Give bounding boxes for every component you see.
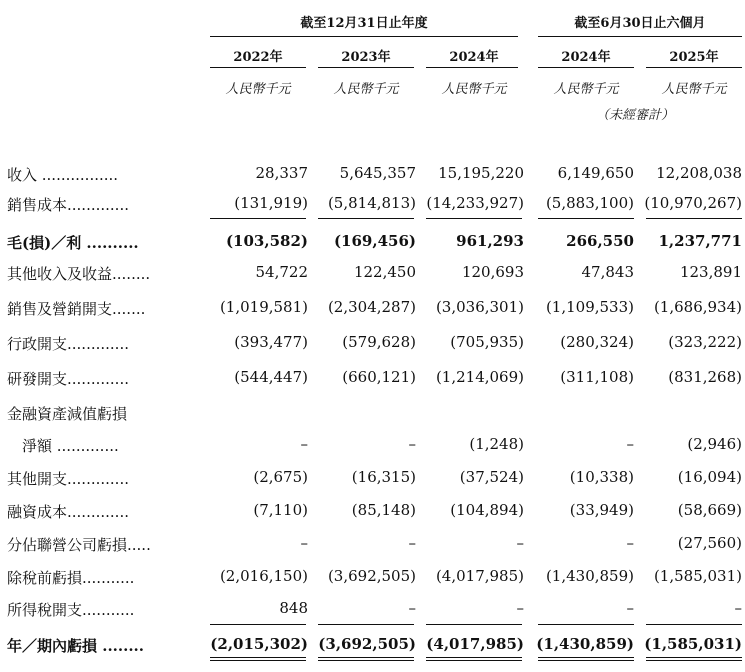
double-rule-a-4 — [646, 657, 742, 658]
double-rule-a-1 — [318, 657, 414, 658]
cell-value: (4,017,985) — [435, 567, 524, 585]
row-cost-of-sales — [0, 187, 745, 217]
cell-value: – — [626, 534, 634, 552]
row-label: 除稅前虧損........... — [7, 569, 135, 587]
cell-value: (169,456) — [333, 232, 416, 250]
cell-value: (103,582) — [225, 232, 308, 250]
total-rule-4 — [646, 624, 742, 625]
total-rule-1 — [318, 624, 414, 625]
cell-value: (1,585,031) — [653, 567, 742, 585]
unit-label-2025-interim: 人民幣千元 — [661, 82, 727, 97]
row-other-expenses — [0, 461, 745, 491]
double-rule-b-2 — [426, 660, 522, 661]
cell-value: (705,935) — [450, 333, 524, 351]
cell-value: (393,477) — [234, 333, 308, 351]
cell-value: (280,324) — [560, 333, 634, 351]
cell-value: – — [516, 599, 524, 617]
cell-value: (1,214,069) — [435, 368, 524, 386]
cell-value: 12,208,038 — [656, 164, 742, 182]
cell-value: 54,722 — [255, 263, 308, 281]
row-label: 收入 ................ — [7, 166, 119, 184]
row-selling-expenses — [0, 291, 745, 321]
year-header-2022: 2022年 — [233, 50, 283, 65]
cell-value: (14,233,927) — [426, 194, 524, 212]
row-admin-expenses — [0, 326, 745, 356]
cell-value: – — [300, 435, 308, 453]
cell-value: – — [626, 599, 634, 617]
cell-value: (2,015,302) — [210, 635, 308, 653]
cell-value: (1,686,934) — [653, 298, 742, 316]
subtotal-rule-4 — [646, 218, 742, 219]
cell-value: (831,268) — [668, 368, 742, 386]
row-label: 金融資產減值虧損 — [7, 405, 128, 423]
row-label: 研發開支............. — [7, 370, 129, 388]
cell-value: (104,894) — [450, 501, 524, 519]
cell-value: – — [734, 599, 742, 617]
double-rule-b-1 — [318, 660, 414, 661]
row-label: 所得稅開支........... — [7, 601, 135, 619]
group-header-interim: 截至6月30日止六個月 — [574, 16, 706, 31]
cell-value: (85,148) — [351, 501, 416, 519]
row-loss-before-tax — [0, 560, 745, 590]
group-header-interim-rule — [538, 36, 742, 37]
cell-value: 122,450 — [353, 263, 416, 281]
double-rule-a-2 — [426, 657, 522, 658]
row-finance-costs — [0, 494, 745, 524]
cell-value: (37,524) — [459, 468, 524, 486]
cell-value: (1,248) — [469, 435, 524, 453]
subtotal-rule-0 — [210, 218, 306, 219]
cell-value: (2,675) — [253, 468, 308, 486]
cell-value: (311,108) — [560, 368, 634, 386]
row-label: 行政開支............. — [7, 335, 129, 353]
cell-value: (4,017,985) — [426, 635, 524, 653]
unit-label-2023: 人民幣千元 — [333, 82, 399, 97]
cell-value: 47,843 — [581, 263, 634, 281]
cell-value: 961,293 — [456, 232, 524, 250]
unit-label-2024: 人民幣千元 — [441, 82, 507, 97]
cell-value: 266,550 — [566, 232, 634, 250]
cell-value: (3,036,301) — [435, 298, 524, 316]
row-gross-profit — [0, 225, 745, 255]
cell-value: (3,692,505) — [318, 635, 416, 653]
cell-value: 15,195,220 — [438, 164, 524, 182]
cell-value: (33,949) — [569, 501, 634, 519]
row-label: 年／期內虧損 ........ — [7, 637, 145, 655]
cell-value: – — [408, 435, 416, 453]
cell-value: (16,094) — [677, 468, 742, 486]
cell-value: 6,149,650 — [557, 164, 634, 182]
row-other-income — [0, 256, 745, 286]
row-label: 分佔聯營公司虧損..... — [7, 536, 151, 554]
unaudited-note: （未經審計） — [595, 108, 674, 123]
cell-value: (58,669) — [677, 501, 742, 519]
cell-value: (16,315) — [351, 468, 416, 486]
unit-label-2024-interim: 人民幣千元 — [553, 82, 619, 97]
total-rule-0 — [210, 624, 306, 625]
year-header-2024: 2024年 — [449, 50, 499, 65]
row-label: 融資成本............. — [7, 503, 129, 521]
row-rnd-expenses — [0, 361, 745, 391]
year-header-2025-interim: 2025年 — [669, 50, 719, 65]
cell-value: (27,560) — [677, 534, 742, 552]
cell-value: 1,237,771 — [658, 232, 742, 250]
row-income-tax — [0, 592, 745, 622]
unit-label-2022: 人民幣千元 — [225, 82, 291, 97]
year-rule-2024 — [426, 67, 518, 68]
group-header-annual-rule — [210, 36, 518, 37]
row-label: 銷售及營銷開支....... — [7, 300, 146, 318]
row-loss-for-period — [0, 628, 745, 658]
cell-value: – — [626, 435, 634, 453]
total-rule-3 — [538, 624, 634, 625]
year-header-2024-interim: 2024年 — [561, 50, 611, 65]
double-rule-b-4 — [646, 660, 742, 661]
row-label: 其他收入及收益........ — [7, 265, 151, 283]
row-label: 毛(損)／利 .......... — [7, 234, 139, 252]
cell-value: – — [516, 534, 524, 552]
cell-value: (2,016,150) — [219, 567, 308, 585]
row-label: 其他開支............. — [7, 470, 129, 488]
cell-value: (2,946) — [687, 435, 742, 453]
year-header-2023: 2023年 — [341, 50, 391, 65]
cell-value: (131,919) — [234, 194, 308, 212]
cell-value: (1,430,859) — [536, 635, 634, 653]
cell-value: (544,447) — [234, 368, 308, 386]
cell-value: (660,121) — [342, 368, 416, 386]
cell-value: (3,692,505) — [327, 567, 416, 585]
row-revenue — [0, 157, 745, 187]
cell-value: (1,019,581) — [219, 298, 308, 316]
cell-value: – — [408, 599, 416, 617]
cell-value: 848 — [279, 599, 308, 617]
cell-value: (1,585,031) — [644, 635, 742, 653]
row-share-of-associates — [0, 527, 745, 557]
double-rule-a-0 — [210, 657, 306, 658]
cell-value: 123,891 — [679, 263, 742, 281]
cell-value: (10,970,267) — [644, 194, 742, 212]
double-rule-b-3 — [538, 660, 634, 661]
subtotal-rule-3 — [538, 218, 634, 219]
cell-value: (5,883,100) — [545, 194, 634, 212]
cell-value: (579,628) — [342, 333, 416, 351]
cell-value: (1,109,533) — [545, 298, 634, 316]
cell-value: 28,337 — [255, 164, 308, 182]
row-impairment-heading — [0, 396, 745, 426]
cell-value: (1,430,859) — [545, 567, 634, 585]
cell-value: 120,693 — [461, 263, 524, 281]
cell-value: (2,304,287) — [327, 298, 416, 316]
cell-value: (7,110) — [253, 501, 308, 519]
row-impairment-net — [0, 428, 745, 458]
group-header-annual: 截至12月31日止年度 — [300, 16, 428, 31]
cell-value: 5,645,357 — [339, 164, 416, 182]
cell-value: – — [300, 534, 308, 552]
cell-value: – — [408, 534, 416, 552]
cell-value: (323,222) — [668, 333, 742, 351]
cell-value: (5,814,813) — [327, 194, 416, 212]
cell-value: (10,338) — [569, 468, 634, 486]
year-rule-2024-interim — [538, 67, 634, 68]
row-label: 銷售成本............. — [7, 196, 129, 214]
year-rule-2025-interim — [646, 67, 742, 68]
double-rule-a-3 — [538, 657, 634, 658]
year-rule-2022 — [210, 67, 306, 68]
row-label: 淨額 ............. — [7, 437, 119, 455]
year-rule-2023 — [318, 67, 414, 68]
total-rule-2 — [426, 624, 522, 625]
double-rule-b-0 — [210, 660, 306, 661]
subtotal-rule-2 — [426, 218, 522, 219]
subtotal-rule-1 — [318, 218, 414, 219]
